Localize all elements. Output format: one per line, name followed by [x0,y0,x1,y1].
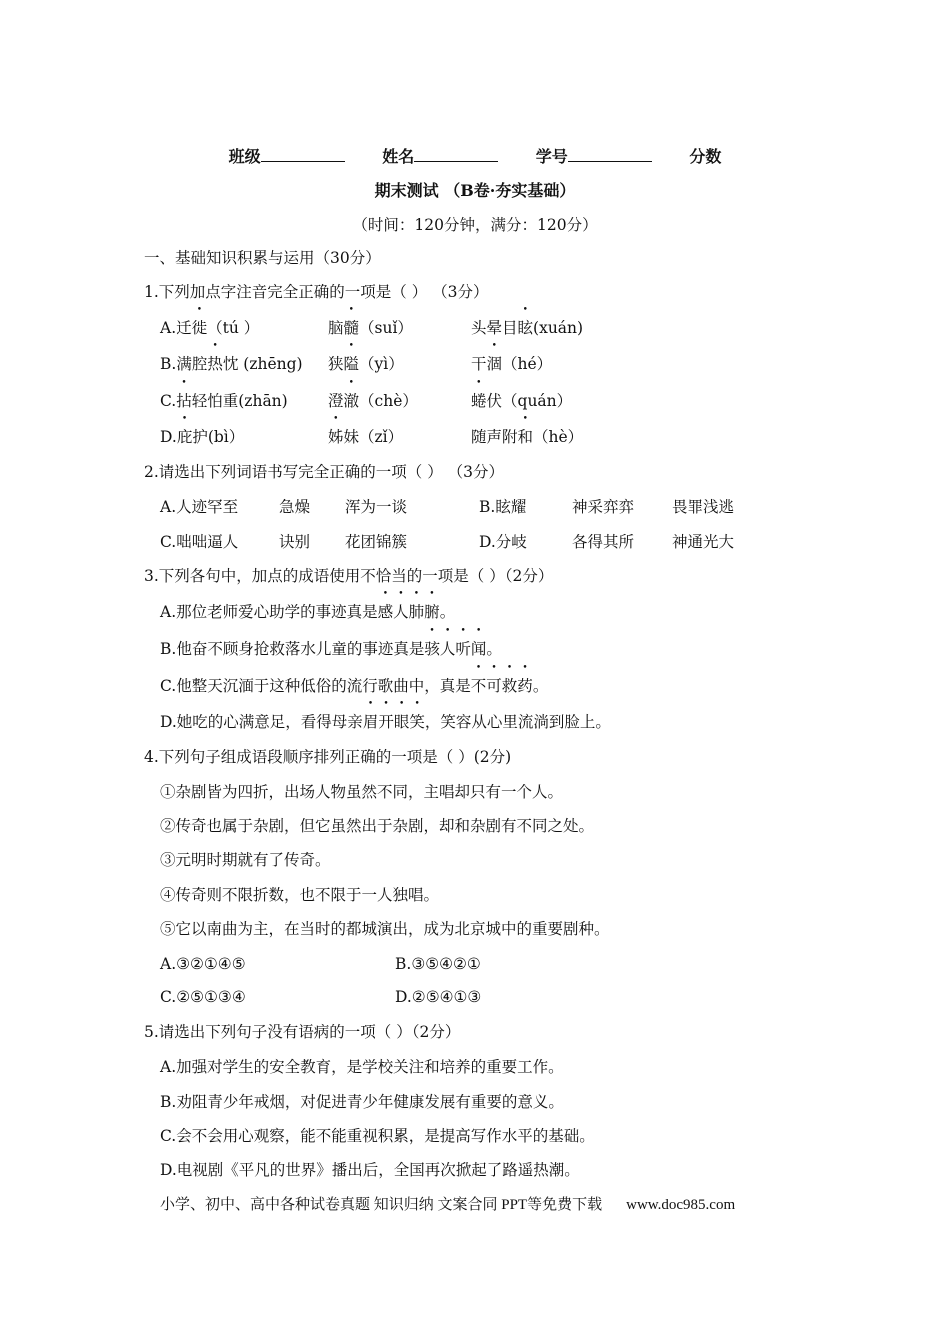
q2-word: B.眩耀 [479,498,527,516]
q3-option-d: D.她吃的心满意足，看得母亲眉开眼笑，笑容从心里流淌到脸上。 [160,713,611,731]
exam-title: 期末测试 （B卷·夯实基础） [374,181,576,200]
id-blank[interactable] [568,145,652,162]
exam-subtitle: （时间：120分钟，满分：120分） [352,216,598,234]
q2-word: 急燥 [279,498,311,516]
dotted-char: 救 [501,677,518,695]
q2-word: 花团锦簇 [345,533,408,551]
name-blank[interactable] [414,145,498,162]
dotted-char: 笑 [409,713,425,731]
q1-option-d-1: D.庇护(bì） [160,428,245,446]
dotted-char: 可 [486,677,502,695]
dotted-char: 不 [470,677,487,695]
q2-word: 畏罪浅逃 [672,498,735,516]
dotted-char: 肺 [408,603,425,621]
q2-word: 各得其所 [572,533,635,551]
q4-sentence: ③元明时期就有了传奇。 [160,851,331,869]
q1-option-c-3: 蜷伏（quán） [471,392,573,410]
question-1-stem: 1.下列加点字注音完全正确的一项是（ ） （3分） [144,283,489,301]
dotted-idiom [363,713,425,731]
q2-word: D.分岐 [479,533,527,551]
q5-option-c: C.会不会用心观察，能不能重视积累，是提高写作水平的基础。 [160,1127,595,1145]
dotted-idiom [378,603,440,621]
footer-text: 小学、初中、高中各种试卷真题 知识归纳 文案合同 PPT等免费下载 [160,1197,603,1213]
q4-option-d: D.②⑤④①③ [395,988,482,1006]
dotted-char: 人 [439,640,456,658]
dotted-char: 药 [517,677,533,695]
q2-word: C.咄咄逼人 [160,533,239,551]
q5-option-d: D.电视剧《平凡的世界》播出后，全国再次掀起了路遥热潮。 [160,1161,580,1179]
q1-option-a-2: 脑髓（suǐ） [328,319,413,337]
dotted-char: 闻 [470,640,487,658]
footer [160,1193,735,1214]
class-blank[interactable] [261,145,345,162]
dotted-char: 感 [377,603,394,621]
name-label: 姓名 [382,147,415,166]
q2-word: A.人迹罕至 [160,498,239,516]
dotted-char: 开 [378,713,394,731]
q4-sentence: ②传奇也属于杂剧，但它虽然出于杂剧，却和杂剧有不同之处。 [160,817,595,835]
dotted-char: 眉 [362,713,379,731]
q5-option-a: A.加强对学生的安全教育，是学校关注和培养的重要工作。 [160,1058,564,1076]
class-label: 班级 [228,147,261,166]
section-heading: 一、基础知识积累与运用（30分） [144,249,381,267]
footer-url[interactable]: www.doc985.com [626,1197,736,1213]
q1-option-b-1: B.满腔热忱 (zhēng) [160,355,303,373]
dotted-idiom [471,677,533,695]
q2-word: 神采弈弈 [572,498,635,516]
q3-option-c: C.他整天沉湎于这种低俗的流行歌曲中，真是不可救药。 [160,677,549,695]
q1-option-c-2: 澄澈（chè） [328,392,418,410]
q5-option-b: B.劝阻青少年戒烟，对促进青少年健康发展有重要的意义。 [160,1093,564,1111]
dotted-char: 听 [455,640,471,658]
student-info-header [0,144,950,167]
q3-option-a: A.那位老师爱心助学的事迹真是感人肺腑。 [160,603,456,621]
dotted-char: 人 [393,603,409,621]
question-3-stem: 3.下列各句中，加点的成语使用不恰当的一项是（ ）（2分） [144,567,554,585]
question-4-stem: 4.下列句子组成语段顺序排列正确的一项是（ ）(2分) [144,748,512,766]
q1-option-b-3: 干涸（hé） [471,355,553,373]
q2-word: 浑为一谈 [345,498,408,516]
dotted-char: 骇 [424,640,440,658]
q1-option-c-1: C.拈轻怕重(zhān) [160,392,288,410]
q1-option-a-1: A.迁徙（tú ） [160,319,260,337]
q4-sentence: ④传奇则不限折数，也不限于一人独唱。 [160,886,440,904]
dotted-idiom [424,640,486,658]
q4-sentence: ①杂剧皆为四折，出场人物虽然不同，主唱却只有一个人。 [160,783,564,801]
q2-word: 诀别 [279,533,311,551]
q4-option-b: B.③⑤④②① [395,955,481,973]
q4-sentence: ⑤它以南曲为主，在当时的都城演出，成为北京城中的重要剧种。 [160,920,610,938]
q2-word: 神通光大 [672,533,735,551]
q4-option-c: C.②⑤①③④ [160,988,246,1006]
question-5-stem: 5.请选出下列句子没有语病的一项（ ）（2分） [144,1023,461,1041]
q3-option-b: B.他奋不顾身抢救落水儿童的事迹真是骇人听闻。 [160,640,502,658]
dotted-char: 眼 [393,713,410,731]
score-label: 分数 [689,147,722,166]
id-label: 学号 [535,147,568,166]
q1-option-d-2: 姊妹（zǐ） [328,428,404,446]
q1-option-d-3: 随声附和（hè） [471,428,584,446]
q4-option-a: A.③②①④⑤ [160,955,246,973]
q1-option-a-3: 头晕目眩(xuán) [471,319,584,337]
question-2-stem: 2.请选出下列词语书写完全正确的一项（ ） （3分） [144,463,505,481]
dotted-char: 腑 [424,603,440,621]
q1-option-b-2: 狭隘（yì） [328,355,404,373]
